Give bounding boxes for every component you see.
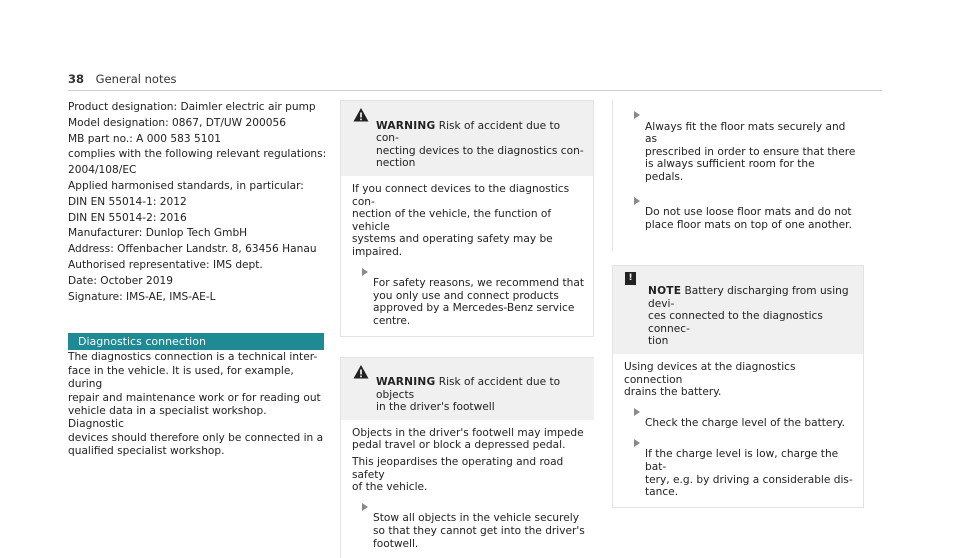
warning-header bbox=[341, 101, 593, 176]
model-designation: Model designation: 0867, DT/UW 200056 bbox=[68, 116, 324, 132]
bullet-text: If the charge level is low, charge the bat- tery, e.g. by driving a considerable dis- tance. bbox=[645, 448, 853, 498]
bullet-arrow-icon bbox=[362, 268, 368, 276]
signature: Signature: IMS-AE, IMS-AE-L bbox=[68, 290, 324, 306]
note-title: Battery discharging from using devi- ces connected to the diagnostics connec- tion bbox=[648, 285, 849, 347]
bullet-arrow-icon bbox=[634, 408, 640, 416]
bullet-text: Do not use loose floor mats and do not place floor mats on top of one another. bbox=[645, 206, 852, 231]
manufacturer: Manufacturer: Dunlop Tech GmbH bbox=[68, 226, 324, 242]
warning-triangle-icon bbox=[353, 107, 369, 123]
list-item bbox=[624, 194, 856, 232]
note-exclamation-icon: ! bbox=[625, 272, 636, 285]
warning-keyword: WARNING bbox=[376, 376, 435, 388]
standards-line: Applied harmonised standards, in particular: bbox=[68, 179, 324, 195]
warning-content bbox=[341, 420, 594, 558]
regulation-code: 2004/108/EC bbox=[68, 163, 324, 179]
list-item bbox=[352, 265, 585, 328]
section-title: General notes bbox=[96, 72, 177, 86]
warning-text: Objects in the driver's footwell may impede pedal travel or block a depressed pedal. bbox=[352, 427, 586, 452]
standard-1: DIN EN 55014-1: 2012 bbox=[68, 195, 324, 211]
bullet-text: For safety reasons, we recommend that you only use and connect products approved by a Mercedes-Benz service centre. bbox=[373, 277, 584, 327]
list-item bbox=[624, 436, 855, 499]
warning-content bbox=[341, 176, 593, 336]
header-divider bbox=[68, 90, 882, 91]
product-designation: Product designation: Daimler electric air pump bbox=[68, 100, 324, 116]
bullet-text: Stow all objects in the vehicle securely so that they cannot get into the driver's footwell. bbox=[373, 512, 585, 549]
note-box-battery bbox=[612, 265, 864, 508]
page-number: 38 bbox=[68, 72, 84, 86]
mb-part-number: MB part no.: A 000 583 5101 bbox=[68, 132, 324, 148]
list-item bbox=[624, 108, 856, 184]
standard-2: DIN EN 55014-2: 2016 bbox=[68, 211, 324, 227]
bullet-arrow-icon bbox=[634, 111, 640, 119]
warning-box-footwell bbox=[340, 357, 594, 558]
list-item bbox=[624, 405, 855, 430]
warning-box-diagnostics bbox=[340, 100, 594, 337]
list-item bbox=[352, 500, 586, 550]
diagnostics-body: The diagnostics connection is a technical inter- face in the vehicle. It is used, for example, during repair and maintenance work or for reading out vehicle data in a specialist workshop. Diagnostic devices should therefore only be connected in a qualified specialist workshop. bbox=[68, 351, 324, 458]
warning-header bbox=[341, 358, 594, 420]
warning-triangle-icon bbox=[353, 364, 369, 380]
bullet-arrow-icon bbox=[634, 197, 640, 205]
page-header bbox=[68, 72, 177, 86]
regulations-line: complies with the following relevant regulations: bbox=[68, 147, 324, 163]
note-text: Using devices at the diagnostics connection drains the battery. bbox=[624, 361, 855, 399]
date: Date: October 2019 bbox=[68, 274, 324, 290]
bullet-arrow-icon bbox=[634, 439, 640, 447]
column-middle bbox=[340, 100, 594, 558]
bullet-arrow-icon bbox=[362, 503, 368, 511]
column-left bbox=[68, 100, 324, 459]
bullet-text: Always fit the floor mats securely and as prescribed in order to ensure that there is always sufficient room for the pedals. bbox=[645, 121, 855, 183]
warning-text: If you connect devices to the diagnostics con- nection of the vehicle, the function of vehicle systems and operating safety may be impaired. bbox=[352, 183, 585, 259]
bullet-text: Check the charge level of the battery. bbox=[645, 417, 845, 429]
warning-text: This jeopardises the operating and road safety of the vehicle. bbox=[352, 456, 586, 494]
warning-continuation bbox=[612, 100, 864, 251]
note-header bbox=[613, 266, 863, 354]
warning-keyword: WARNING bbox=[376, 120, 435, 132]
column-right bbox=[612, 100, 864, 508]
authorised-representative: Authorised representative: IMS dept. bbox=[68, 258, 324, 274]
warning-title: Risk of accident due to con- necting devices to the diagnostics con- nection bbox=[376, 120, 584, 170]
note-content bbox=[613, 354, 863, 507]
address: Address: Offenbacher Landstr. 8, 63456 Hanau bbox=[68, 242, 324, 258]
note-keyword: NOTE bbox=[648, 285, 681, 297]
warning-title: Risk of accident due to objects in the driver's footwell bbox=[376, 376, 560, 413]
diagnostics-heading: Diagnostics connection bbox=[68, 333, 324, 350]
